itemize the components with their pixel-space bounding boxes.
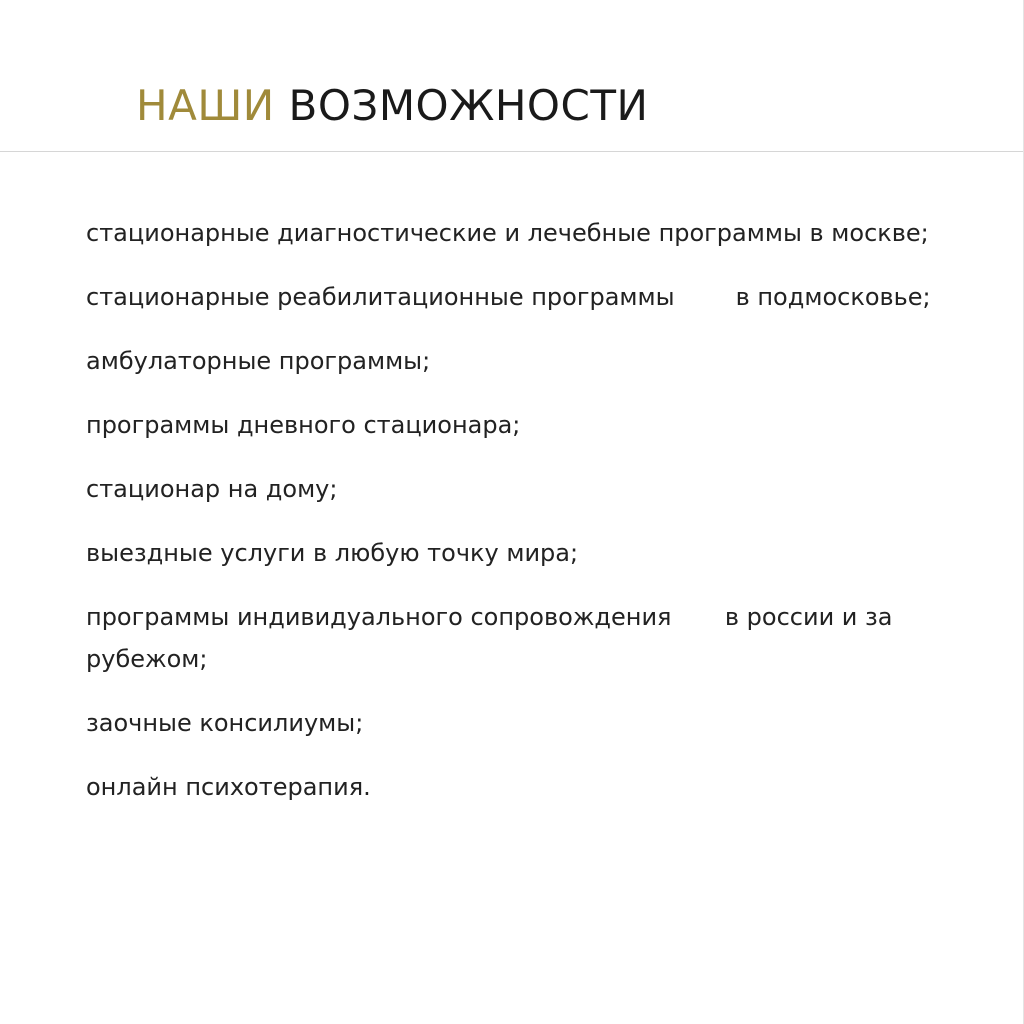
list-item: амбулаторные программы; [86,347,431,375]
title-accent-word: НАШИ [136,81,275,130]
list-item: выездные услуги в любую точку мира; [86,539,579,567]
list-item: онлайн психотерапия. [86,773,371,801]
title-divider [0,151,1024,152]
list-item: стационар на дому; [86,475,338,503]
title-bar [0,0,1024,152]
page-title [136,78,648,134]
list-item: стационарные диагностические и лечебные программы в москве; [86,219,929,247]
list-item: программы индивидуального сопровождения в россии и за рубежом; [86,603,901,673]
list-item: заочные консилиумы; [86,709,364,737]
list-item: программы дневного стационара; [86,411,521,439]
title-main-word: ВОЗМОЖНОСТИ [288,81,649,130]
capabilities-list [86,212,936,830]
list-item: стационарные реабилитационные программы в подмосковье; [86,283,931,311]
